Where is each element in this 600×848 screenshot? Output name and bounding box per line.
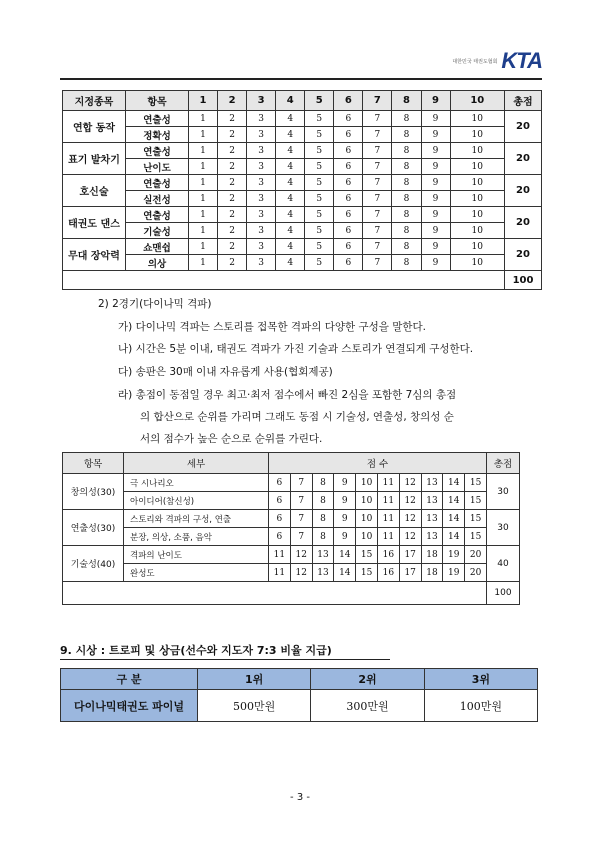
table2-score-cell: 8 bbox=[312, 528, 334, 546]
table2-score-cell: 16 bbox=[377, 546, 399, 564]
table1-item-cell: 쇼맨쉽 bbox=[126, 239, 189, 255]
table1-score-cell: 10 bbox=[450, 143, 504, 159]
table2-score-cell: 15 bbox=[356, 546, 378, 564]
table1-item-cell: 연출성 bbox=[126, 207, 189, 223]
section2-item-ga: 가) 다이나믹 격파는 스토리를 접목한 격파의 다양한 구성을 말한다. bbox=[118, 321, 426, 333]
table2-score-cell: 7 bbox=[290, 474, 312, 492]
table1-score-cell: 8 bbox=[392, 191, 421, 207]
table2-total-cell: 30 bbox=[487, 510, 520, 546]
table2-grand-total: 100 bbox=[487, 582, 520, 605]
table2-row bbox=[63, 474, 520, 492]
table2-detail-cell: 스토리와 격파의 구성, 연출 bbox=[124, 510, 269, 528]
table2-score-cell: 11 bbox=[269, 546, 291, 564]
table1-score-cell: 5 bbox=[305, 175, 334, 191]
table1-item-cell: 정확성 bbox=[126, 127, 189, 143]
table2-header-total: 총점 bbox=[487, 453, 520, 474]
table1-score-cell: 8 bbox=[392, 127, 421, 143]
table1-score-cell: 9 bbox=[421, 111, 450, 127]
table2-score-cell: 6 bbox=[269, 492, 291, 510]
table1-score-cell: 7 bbox=[363, 223, 392, 239]
table1-row bbox=[63, 127, 542, 143]
table2-detail-cell: 완성도 bbox=[124, 564, 269, 582]
table1-row bbox=[63, 207, 542, 223]
table1-score-cell: 4 bbox=[276, 143, 305, 159]
table1-score-cell: 6 bbox=[334, 175, 363, 191]
table1-score-cell: 5 bbox=[305, 255, 334, 271]
section2-item-na: 나) 시간은 5분 이내, 태권도 격파가 가진 기술과 스토리가 연결되게 구성한다. bbox=[118, 343, 474, 355]
table2-header-item: 항목 bbox=[63, 453, 124, 474]
prize-header-category: 구 분 bbox=[61, 669, 198, 690]
prize-table bbox=[60, 668, 538, 722]
table2-score-cell: 7 bbox=[290, 492, 312, 510]
table2-score-cell: 15 bbox=[465, 510, 487, 528]
table1-score-cell: 7 bbox=[363, 159, 392, 175]
table2-score-cell: 13 bbox=[421, 510, 443, 528]
table2-score-cell: 14 bbox=[334, 564, 356, 582]
table1-sum-row bbox=[63, 271, 542, 290]
table1-score-cell: 9 bbox=[421, 207, 450, 223]
table1-score-cell: 9 bbox=[421, 143, 450, 159]
table1-item-cell: 연출성 bbox=[126, 143, 189, 159]
table2-score-cell: 13 bbox=[421, 474, 443, 492]
table1-grand-total: 100 bbox=[505, 271, 542, 290]
table2-score-cell: 16 bbox=[377, 564, 399, 582]
table2-detail-cell: 분장, 의상, 소품, 음악 bbox=[124, 528, 269, 546]
table2-header-score: 점 수 bbox=[269, 453, 487, 474]
prize-header-1st: 1위 bbox=[198, 669, 311, 690]
table2-sum-label bbox=[63, 582, 487, 605]
table1-score-cell: 7 bbox=[363, 255, 392, 271]
table2-total-cell: 30 bbox=[487, 474, 520, 510]
table1-score-cell: 9 bbox=[421, 175, 450, 191]
table1-score-cell: 7 bbox=[363, 191, 392, 207]
table2-category-cell: 기술성(40) bbox=[63, 546, 124, 582]
table1-row bbox=[63, 143, 542, 159]
table1-score-cell: 5 bbox=[305, 223, 334, 239]
table2-score-cell: 7 bbox=[290, 528, 312, 546]
table2-score-cell: 12 bbox=[399, 492, 421, 510]
table1-item-cell: 난이도 bbox=[126, 159, 189, 175]
table1-score-cell: 4 bbox=[276, 191, 305, 207]
table1-score-cell: 10 bbox=[450, 239, 504, 255]
table1-score-cell: 1 bbox=[189, 207, 218, 223]
table2-score-cell: 20 bbox=[465, 564, 487, 582]
table1-score-cell: 7 bbox=[363, 207, 392, 223]
table2-score-cell: 19 bbox=[443, 564, 465, 582]
table2-score-cell: 11 bbox=[377, 528, 399, 546]
table1-score-cell: 6 bbox=[334, 127, 363, 143]
table2-score-cell: 9 bbox=[334, 510, 356, 528]
prize-row bbox=[61, 690, 538, 722]
table2-score-cell: 13 bbox=[312, 546, 334, 564]
prize-header-2nd: 2위 bbox=[311, 669, 424, 690]
table1-score-cell: 3 bbox=[247, 207, 276, 223]
table1-score-cell: 4 bbox=[276, 175, 305, 191]
table2-score-cell: 8 bbox=[312, 510, 334, 528]
table1-score-cell: 7 bbox=[363, 239, 392, 255]
table2-score-cell: 15 bbox=[465, 492, 487, 510]
table2-row bbox=[63, 564, 520, 582]
table1-score-cell: 5 bbox=[305, 239, 334, 255]
table1-score-cell: 4 bbox=[276, 223, 305, 239]
table2-score-cell: 10 bbox=[356, 474, 378, 492]
table1-score-cell: 5 bbox=[305, 159, 334, 175]
table1-score-cell: 1 bbox=[189, 239, 218, 255]
table1-score-cell: 5 bbox=[305, 127, 334, 143]
table1-score-cell: 10 bbox=[450, 191, 504, 207]
table1-score-cell: 2 bbox=[218, 223, 247, 239]
table2-score-cell: 12 bbox=[290, 564, 312, 582]
table2-score-cell: 15 bbox=[465, 528, 487, 546]
table1-score-cell: 2 bbox=[218, 159, 247, 175]
table1-category-cell: 태권도 댄스 bbox=[63, 207, 126, 239]
table1-score-cell: 6 bbox=[334, 223, 363, 239]
table1-header-cell: 9 bbox=[421, 91, 450, 111]
table1-score-cell: 3 bbox=[247, 159, 276, 175]
table2-score-cell: 9 bbox=[334, 528, 356, 546]
table2-detail-cell: 극 시나리오 bbox=[124, 474, 269, 492]
table1-score-cell: 4 bbox=[276, 111, 305, 127]
table1-score-cell: 1 bbox=[189, 111, 218, 127]
table2-score-cell: 14 bbox=[334, 546, 356, 564]
table1-score-cell: 2 bbox=[218, 191, 247, 207]
prize-header-row bbox=[61, 669, 538, 690]
table1-header-cell: 총점 bbox=[505, 91, 542, 111]
table2-row bbox=[63, 528, 520, 546]
table1-score-cell: 6 bbox=[334, 143, 363, 159]
table1-score-cell: 1 bbox=[189, 223, 218, 239]
table1-score-cell: 3 bbox=[247, 127, 276, 143]
org-name: 대한민국 태권도협회 bbox=[452, 58, 498, 65]
table1-score-cell: 6 bbox=[334, 191, 363, 207]
table1-header-cell: 4 bbox=[276, 91, 305, 111]
table2-score-cell: 6 bbox=[269, 528, 291, 546]
table1-score-cell: 9 bbox=[421, 159, 450, 175]
table1-category-cell: 무대 장악력 bbox=[63, 239, 126, 271]
table1-score-cell: 1 bbox=[189, 143, 218, 159]
table1-row bbox=[63, 223, 542, 239]
table2-score-cell: 8 bbox=[312, 474, 334, 492]
table1-score-cell: 6 bbox=[334, 159, 363, 175]
table2-score-cell: 15 bbox=[356, 564, 378, 582]
table1-score-cell: 9 bbox=[421, 127, 450, 143]
table1-item-cell: 연출성 bbox=[126, 111, 189, 127]
table1-score-cell: 5 bbox=[305, 143, 334, 159]
table1-score-cell: 2 bbox=[218, 143, 247, 159]
kta-logo-text: KTA bbox=[501, 48, 542, 73]
table1-score-cell: 8 bbox=[392, 207, 421, 223]
header-rule bbox=[60, 78, 542, 80]
table2-score-cell: 11 bbox=[377, 492, 399, 510]
table2-score-cell: 8 bbox=[312, 492, 334, 510]
table2-score-cell: 20 bbox=[465, 546, 487, 564]
table2-score-cell: 13 bbox=[421, 528, 443, 546]
table1-header-cell: 7 bbox=[363, 91, 392, 111]
table1-score-cell: 10 bbox=[450, 111, 504, 127]
section2-item-ra-line2: 의 합산으로 순위를 가리며 그래도 동점 시 기술성, 연출성, 창의성 순 bbox=[140, 411, 454, 423]
table1-header-cell: 10 bbox=[450, 91, 504, 111]
table1-score-cell: 7 bbox=[363, 143, 392, 159]
prize-1st-amount: 500만원 bbox=[198, 690, 311, 722]
table1-total-cell: 20 bbox=[505, 143, 542, 175]
table1-score-cell: 9 bbox=[421, 223, 450, 239]
prize-row-label: 다이나믹태권도 파이널 bbox=[61, 690, 198, 722]
table1-score-cell: 2 bbox=[218, 207, 247, 223]
table2-detail-cell: 아이디어(참신성) bbox=[124, 492, 269, 510]
table2-score-cell: 18 bbox=[421, 546, 443, 564]
table1-score-cell: 1 bbox=[189, 159, 218, 175]
table1-score-cell: 9 bbox=[421, 255, 450, 271]
section2-title: 2) 2경기(다이나믹 격파) bbox=[98, 298, 212, 310]
table1-score-cell: 1 bbox=[189, 191, 218, 207]
table2-score-cell: 12 bbox=[399, 528, 421, 546]
table1-score-cell: 6 bbox=[334, 111, 363, 127]
table1-score-cell: 6 bbox=[334, 255, 363, 271]
table1-score-cell: 4 bbox=[276, 239, 305, 255]
table1-score-cell: 4 bbox=[276, 207, 305, 223]
table1-score-cell: 3 bbox=[247, 143, 276, 159]
table1-total-cell: 20 bbox=[505, 175, 542, 207]
dynamic-breaking-score-table bbox=[62, 452, 520, 605]
table1-total-cell: 20 bbox=[505, 111, 542, 143]
table2-score-cell: 14 bbox=[443, 492, 465, 510]
section2-item-ra-line3: 서의 점수가 높은 순으로 순위를 가린다. bbox=[140, 433, 323, 445]
table2-score-cell: 15 bbox=[465, 474, 487, 492]
table1-score-cell: 4 bbox=[276, 159, 305, 175]
table2-score-cell: 17 bbox=[399, 564, 421, 582]
table1-score-cell: 3 bbox=[247, 223, 276, 239]
table1-score-cell: 1 bbox=[189, 255, 218, 271]
section2-item-ra-line1: 라) 총점이 동점일 경우 최고·최저 점수에서 빠진 2심을 포함한 7심의 총점 bbox=[118, 389, 457, 401]
table2-score-cell: 12 bbox=[290, 546, 312, 564]
table2-score-cell: 13 bbox=[312, 564, 334, 582]
table1-score-cell: 2 bbox=[218, 239, 247, 255]
table2-score-cell: 10 bbox=[356, 528, 378, 546]
table1-category-cell: 표기 발차기 bbox=[63, 143, 126, 175]
table1-header-cell: 3 bbox=[247, 91, 276, 111]
table2-category-cell: 창의성(30) bbox=[63, 474, 124, 510]
table2-score-cell: 14 bbox=[443, 528, 465, 546]
table1-score-cell: 5 bbox=[305, 111, 334, 127]
designated-event-score-table bbox=[62, 90, 542, 290]
table1-row bbox=[63, 111, 542, 127]
table1-score-cell: 3 bbox=[247, 191, 276, 207]
table1-total-cell: 20 bbox=[505, 239, 542, 271]
table1-score-cell: 10 bbox=[450, 223, 504, 239]
table1-score-cell: 8 bbox=[392, 159, 421, 175]
table1-score-cell: 10 bbox=[450, 175, 504, 191]
table1-row bbox=[63, 175, 542, 191]
table2-score-cell: 10 bbox=[356, 492, 378, 510]
table1-score-cell: 9 bbox=[421, 191, 450, 207]
section9-underline bbox=[60, 659, 390, 660]
table1-score-cell: 8 bbox=[392, 111, 421, 127]
table1-item-cell: 의상 bbox=[126, 255, 189, 271]
table2-score-cell: 9 bbox=[334, 474, 356, 492]
page-number: - 3 - bbox=[290, 792, 310, 803]
table1-row bbox=[63, 255, 542, 271]
table2-score-cell: 14 bbox=[443, 510, 465, 528]
table1-score-cell: 6 bbox=[334, 239, 363, 255]
table2-score-cell: 12 bbox=[399, 474, 421, 492]
table2-category-cell: 연출성(30) bbox=[63, 510, 124, 546]
table1-category-cell: 연합 동작 bbox=[63, 111, 126, 143]
table1-score-cell: 8 bbox=[392, 255, 421, 271]
table1-item-cell: 실전성 bbox=[126, 191, 189, 207]
table1-row bbox=[63, 159, 542, 175]
table2-score-cell: 9 bbox=[334, 492, 356, 510]
table1-score-cell: 3 bbox=[247, 239, 276, 255]
table1-header-cell: 항목 bbox=[126, 91, 189, 111]
table2-row bbox=[63, 510, 520, 528]
table2-score-cell: 14 bbox=[443, 474, 465, 492]
table1-item-cell: 기술성 bbox=[126, 223, 189, 239]
table2-score-cell: 19 bbox=[443, 546, 465, 564]
table2-score-cell: 13 bbox=[421, 492, 443, 510]
table1-score-cell: 2 bbox=[218, 127, 247, 143]
table1-score-cell: 7 bbox=[363, 127, 392, 143]
table1-score-cell: 8 bbox=[392, 175, 421, 191]
table2-score-cell: 17 bbox=[399, 546, 421, 564]
kta-logo-mark bbox=[501, 50, 542, 72]
table1-score-cell: 2 bbox=[218, 111, 247, 127]
prize-header-3rd: 3위 bbox=[424, 669, 537, 690]
table1-sum-label bbox=[63, 271, 505, 290]
table1-score-cell: 10 bbox=[450, 255, 504, 271]
table2-row bbox=[63, 546, 520, 564]
table1-score-cell: 7 bbox=[363, 175, 392, 191]
table2-total-cell: 40 bbox=[487, 546, 520, 582]
table1-header-cell: 5 bbox=[305, 91, 334, 111]
table1-score-cell: 3 bbox=[247, 175, 276, 191]
table1-score-cell: 1 bbox=[189, 127, 218, 143]
table2-score-cell: 10 bbox=[356, 510, 378, 528]
section2-item-da: 다) 송판은 30매 이내 자유롭게 사용(협회제공) bbox=[118, 366, 333, 378]
table1-score-cell: 1 bbox=[189, 175, 218, 191]
table2-score-cell: 18 bbox=[421, 564, 443, 582]
table2-score-cell: 11 bbox=[377, 510, 399, 528]
table2-score-cell: 11 bbox=[269, 564, 291, 582]
prize-2nd-amount: 300만원 bbox=[311, 690, 424, 722]
table1-score-cell: 5 bbox=[305, 191, 334, 207]
table1-row bbox=[63, 191, 542, 207]
table1-header-row bbox=[63, 91, 542, 111]
table1-header-cell: 8 bbox=[392, 91, 421, 111]
table2-header-row bbox=[63, 453, 520, 474]
table1-score-cell: 3 bbox=[247, 255, 276, 271]
table2-row bbox=[63, 492, 520, 510]
table1-score-cell: 4 bbox=[276, 255, 305, 271]
table1-score-cell: 2 bbox=[218, 255, 247, 271]
table1-score-cell: 4 bbox=[276, 127, 305, 143]
table1-score-cell: 8 bbox=[392, 223, 421, 239]
table1-header-cell: 6 bbox=[334, 91, 363, 111]
table2-score-cell: 11 bbox=[377, 474, 399, 492]
prize-3rd-amount: 100만원 bbox=[424, 690, 537, 722]
table2-sum-row bbox=[63, 582, 520, 605]
table1-score-cell: 5 bbox=[305, 207, 334, 223]
table1-score-cell: 8 bbox=[392, 239, 421, 255]
table1-score-cell: 10 bbox=[450, 207, 504, 223]
table1-score-cell: 6 bbox=[334, 207, 363, 223]
table1-header-cell: 2 bbox=[218, 91, 247, 111]
table1-score-cell: 10 bbox=[450, 159, 504, 175]
table1-item-cell: 연출성 bbox=[126, 175, 189, 191]
table2-detail-cell: 격파의 난이도 bbox=[124, 546, 269, 564]
kta-logo bbox=[452, 50, 542, 72]
table2-header-detail: 세부 bbox=[124, 453, 269, 474]
table1-score-cell: 7 bbox=[363, 111, 392, 127]
table1-total-cell: 20 bbox=[505, 207, 542, 239]
table1-header-cell: 지정종목 bbox=[63, 91, 126, 111]
table1-score-cell: 2 bbox=[218, 175, 247, 191]
table1-score-cell: 8 bbox=[392, 143, 421, 159]
table1-score-cell: 9 bbox=[421, 239, 450, 255]
table1-row bbox=[63, 239, 542, 255]
table2-score-cell: 7 bbox=[290, 510, 312, 528]
table2-score-cell: 6 bbox=[269, 474, 291, 492]
table1-header-cell: 1 bbox=[189, 91, 218, 111]
table1-score-cell: 10 bbox=[450, 127, 504, 143]
table1-category-cell: 호신술 bbox=[63, 175, 126, 207]
table1-score-cell: 3 bbox=[247, 111, 276, 127]
table2-score-cell: 6 bbox=[269, 510, 291, 528]
table2-score-cell: 12 bbox=[399, 510, 421, 528]
section9-title: 9. 시상 : 트로피 및 상금(선수와 지도자 7:3 비율 지급) bbox=[60, 644, 332, 657]
